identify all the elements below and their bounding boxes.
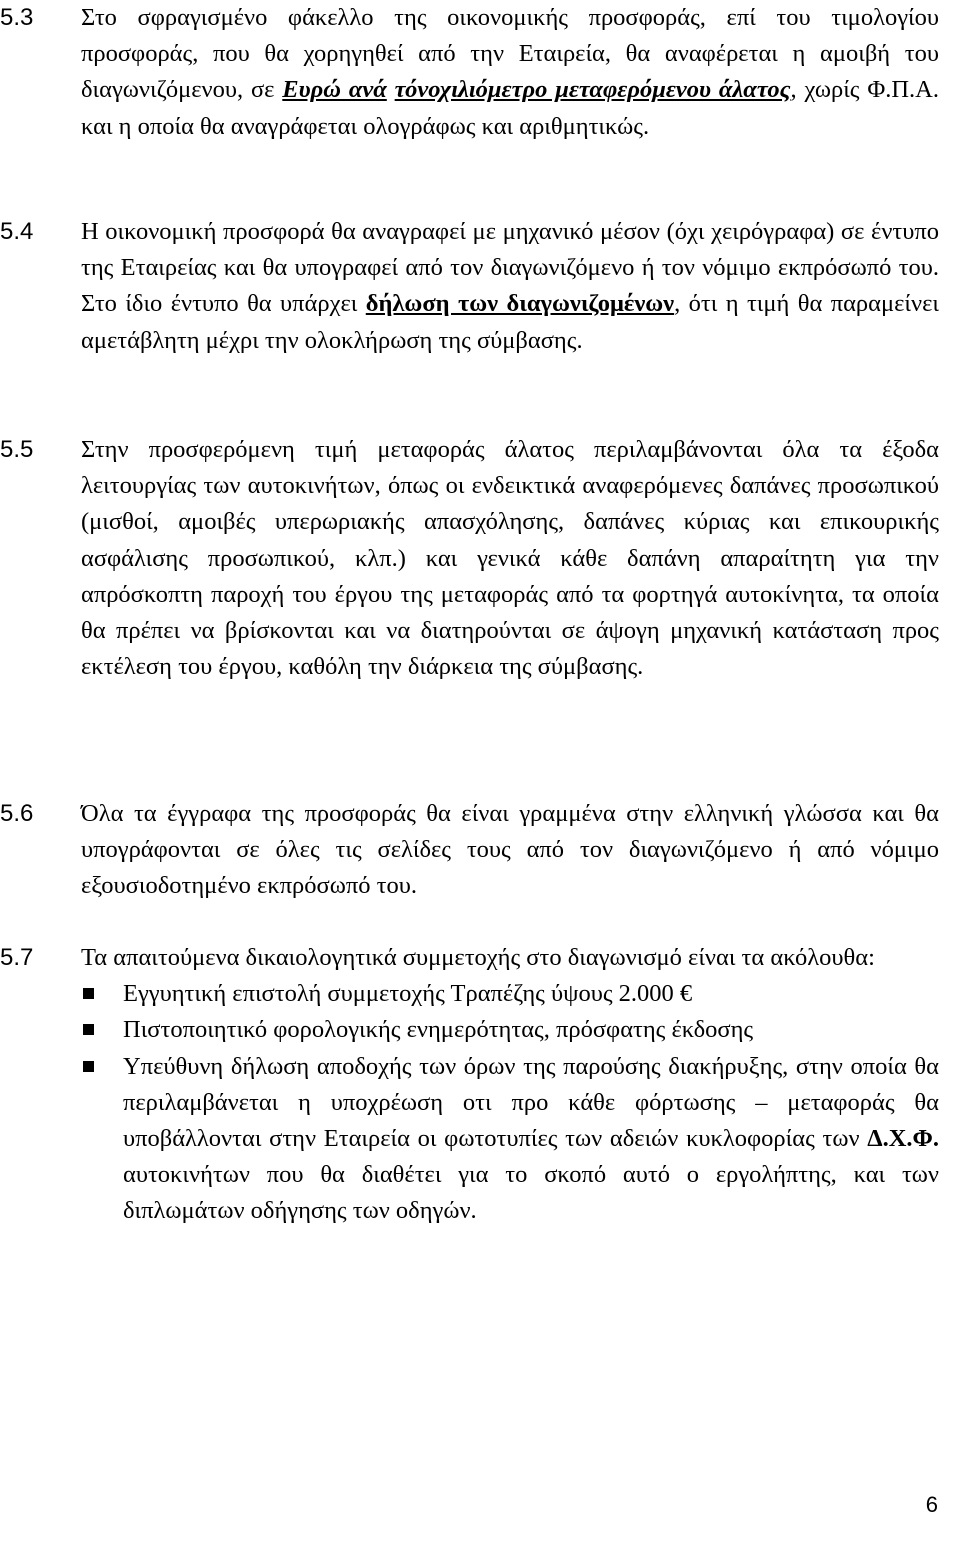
requirements-intro: Τα απαιτούμενα δικαιολογητικά συμμετοχής στο διαγωνισμό είναι τα ακόλουθα: <box>81 944 875 971</box>
clause-number: 5.5 <box>0 436 34 463</box>
clause-text <box>81 214 939 359</box>
list-item <box>81 1049 939 1230</box>
clause-text-part: Η οικονομική προσφορά θα αναγραφεί με μηχανικό μέσον (όχι χειρόγραφα) σε έντυπο της Εταιρείας και θα υπογραφεί από τον διαγωνιζόμενο ή τον νόμιμο εκπρόσωπό του. Στο ίδιο έντυπο θα υπάρχει <box>81 218 939 318</box>
clause-text-part: , ότι η τιμή θα παραμείνει αμετάβλητη μέχρι την ολοκλήρωση της σύμβασης. <box>81 290 939 354</box>
square-bullet-icon <box>83 1061 94 1072</box>
clause-text-part: , χωρίς Φ.Π.Α. και η οποία θα αναγράφεται ολογράφως και αριθμητικώς. <box>81 76 939 140</box>
requirements-list <box>81 976 939 1229</box>
clause-text-part: Στο σφραγισμένο φάκελλο της οικονομικής προσφοράς, επί του τιμολογίου προσφοράς, που θα χορηγηθεί από την Εταιρεία, θα αναφέρεται η αμοιβή του διαγωνιζόμενου, σε <box>81 4 939 104</box>
clause-text: Όλα τα έγγραφα της προσφοράς θα είναι γραμμένα στην ελληνική γλώσσα και θα υπογράφονται σε όλες τις σελίδες τους από τον διαγωνιζόμενο ή από νόμιμο εξουσιοδοτημένο εκπρόσωπό του. <box>81 800 939 900</box>
list-item-text: Πιστοποιητικό φορολογικής ενημερότητας, πρόσφατης έκδοσης <box>123 1016 754 1044</box>
price-unit-emphasis: Ευρώ ανά <box>282 76 387 104</box>
clause-number: 5.3 <box>0 4 34 31</box>
list-item <box>81 1012 939 1048</box>
list-item-text: Υπεύθυνη δήλωση αποδοχής των όρων της παρούσης διακήρυξης, στην οποία θα περιλαμβάνεται η υποχρέωση οτι προ κάθε φόρτωσης – μεταφοράς θα υποβάλλονται στην Εταιρεία οι φωτοτυπίες των αδειών κυκλοφορίας των <box>123 1052 939 1153</box>
clause-text: Στην προσφερόμενη τιμή μεταφοράς άλατος περιλαμβάνονται όλα τα έξοδα λειτουργίας των αυτοκινήτων, όπως οι ενδεικτικά αναφερόμενες δαπάνες προσωπικού (μισθοί, αμοιβές υπερωριακής απασχόλησης, δαπάνες κύριας και επικουρικής ασφάλισης προσωπικού, κλπ.) και γενικά κάθε δαπάνη απαραίτητη για την απρόσκοπτη παροχή του έργου της μεταφοράς από τα φορτηγά αυτοκίνητα, τα οποία θα πρέπει να βρίσκονται και να διατηρούνται σε άψογη μηχανική κατάσταση προς εκτέλεση του έργου, καθόλη την διάρκεια της σύμβασης. <box>81 436 939 681</box>
declaration-emphasis: δήλωση των διαγωνιζομένων <box>365 290 675 318</box>
page-number: 6 <box>925 1492 938 1517</box>
square-bullet-icon <box>83 1024 94 1035</box>
clause-number: 5.7 <box>0 944 34 971</box>
square-bullet-icon <box>83 988 94 999</box>
clause-text <box>81 940 939 1230</box>
list-item <box>81 976 939 1012</box>
vehicle-type-emphasis: Δ.Χ.Φ. <box>867 1125 939 1153</box>
list-item-text: αυτοκινήτων που θα διαθέτει για το σκοπό αυτό ο εργολήπτης, και των διπλωμάτων οδήγησης των οδηγών. <box>123 1161 939 1225</box>
list-item-text: Εγγυητική επιστολή συμμετοχής Τραπέζης ύψους 2.000 € <box>123 980 693 1008</box>
price-unit-emphasis-cont: τόνοχιλιόμετρο μεταφερόμενου άλατος <box>394 76 791 104</box>
clause-number: 5.6 <box>0 800 34 827</box>
clause-number: 5.4 <box>0 218 34 245</box>
clause-text <box>81 0 939 145</box>
